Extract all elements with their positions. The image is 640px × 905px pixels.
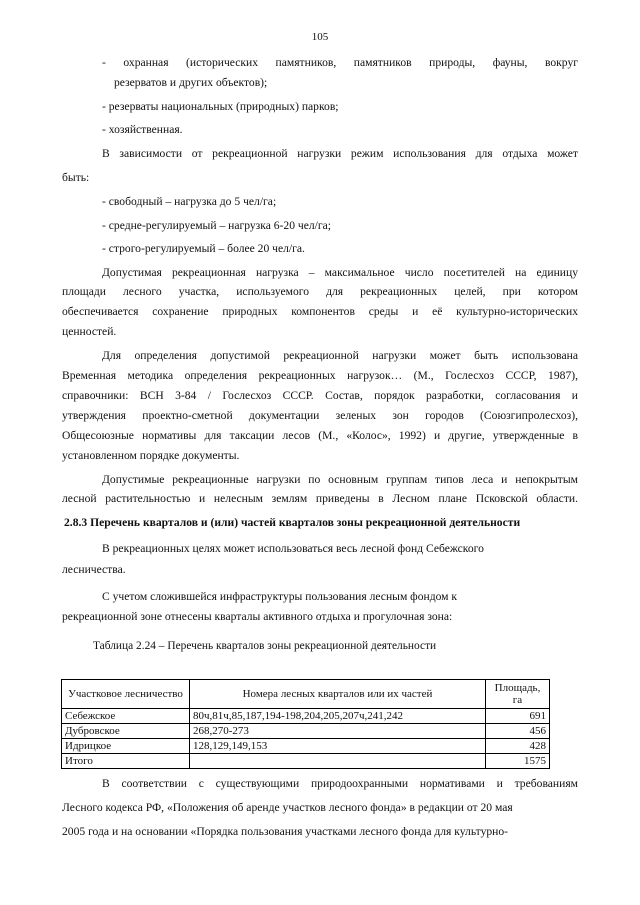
text-line: - резерваты национальных (природных) парков; <box>102 100 339 113</box>
table-cell: Идрицкое <box>62 739 190 754</box>
text-line: утверждения проектно-сметной документации зеленых зон городов (Союзгипролесхоз), <box>62 409 578 422</box>
text-line: резерватов и других объектов); <box>114 76 268 89</box>
text-line: Лесного кодекса РФ, «Положения об аренде участков лесного фонда» в редакции от 20 мая <box>62 801 513 814</box>
table-cell: 80ч,81ч,85,187,194-198,204,205,207ч,241,242 <box>190 709 486 724</box>
text-line: Для определения допустимой рекреационной нагрузки может быть использована <box>102 349 578 362</box>
table-cell: 268,270-273 <box>190 724 486 739</box>
text-line: В зависимости от рекреационной нагрузки режим использования для отдыха может <box>102 147 578 160</box>
text-line: лесной растительностью и нелесным землям приведены в Лесном плане Псковской области. <box>62 492 578 505</box>
column-header: Номера лесных кварталов или их частей <box>190 680 486 709</box>
table-cell: Себежское <box>62 709 190 724</box>
table-cell: 428 <box>486 739 550 754</box>
table-cell: 456 <box>486 724 550 739</box>
table-cell: Итого <box>62 754 190 769</box>
text-line: ценностей. <box>62 325 117 338</box>
table-cell: 128,129,149,153 <box>190 739 486 754</box>
text-line: В рекреационных целях может использоваться весь лесной фонд Себежского <box>102 542 484 555</box>
table-row <box>62 739 550 754</box>
text-line: С учетом сложившейся инфраструктуры пользования лесным фондом к <box>102 590 458 603</box>
text-line: Допустимые рекреационные нагрузки по основным группам типов леса и непокрытым <box>102 473 578 486</box>
text-line: площади лесного участка, используемого для рекреационных целей, при котором <box>62 285 578 298</box>
text-line: - хозяйственная. <box>102 123 183 136</box>
text-line: - средне-регулируемый – нагрузка 6-20 чел/га; <box>102 219 332 232</box>
text-line: Временная методика определения рекреационных нагрузок… (М., Гослесхоз СССР, 1987), <box>62 369 578 382</box>
table-total-row <box>62 754 550 769</box>
text-line: - свободный – нагрузка до 5 чел/га; <box>102 195 277 208</box>
text-line: Допустимая рекреационная нагрузка – максимальное число посетителей на единицу <box>102 266 578 279</box>
table-cell <box>190 754 486 769</box>
text-line: 2005 года и на основании «Порядка пользования участками лесного фонда для культурно- <box>62 825 509 838</box>
text-line: обеспечивается сохранение природных компонентов среды и её культурно-исторических <box>62 305 578 318</box>
table-caption: Таблица 2.24 – Перечень кварталов зоны рекреационной деятельности <box>93 640 437 652</box>
text-line: - строго-регулируемый – более 20 чел/га. <box>102 242 305 255</box>
quarters-table <box>61 679 550 769</box>
section-heading: 2.8.3 Перечень кварталов и (или) частей кварталов зоны рекреационной деятельности <box>64 516 521 529</box>
table-row <box>62 709 550 724</box>
text-line: рекреационной зоне отнесены кварталы активного отдыха и прогулочная зона: <box>62 610 453 623</box>
text-line: - охранная (исторических памятников, памятников природы, фауны, вокруг <box>102 56 578 69</box>
table-header-row <box>62 680 550 709</box>
table-cell: Дубровское <box>62 724 190 739</box>
column-header: Участковое лесничество <box>62 680 190 709</box>
text-line: лесничества. <box>62 563 126 576</box>
column-header: Площадь, га <box>486 680 550 709</box>
table-row <box>62 724 550 739</box>
text-line: быть: <box>62 171 90 184</box>
text-line: справочники: ВСН 3-84 / Гослесхоз СССР. Состав, порядок разработки, согласования и <box>62 389 578 402</box>
text-line: Общесоюзные нормативы для таксации лесов (М., «Колос», 1992) и другие, утвержденные в <box>62 429 578 442</box>
table-cell: 1575 <box>486 754 550 769</box>
page-number: 105 <box>311 31 329 43</box>
text-line: установленном порядке документы. <box>62 449 240 462</box>
text-line: В соответствии с существующими природоохранными нормативами и требованиям <box>102 777 578 790</box>
table-cell: 691 <box>486 709 550 724</box>
